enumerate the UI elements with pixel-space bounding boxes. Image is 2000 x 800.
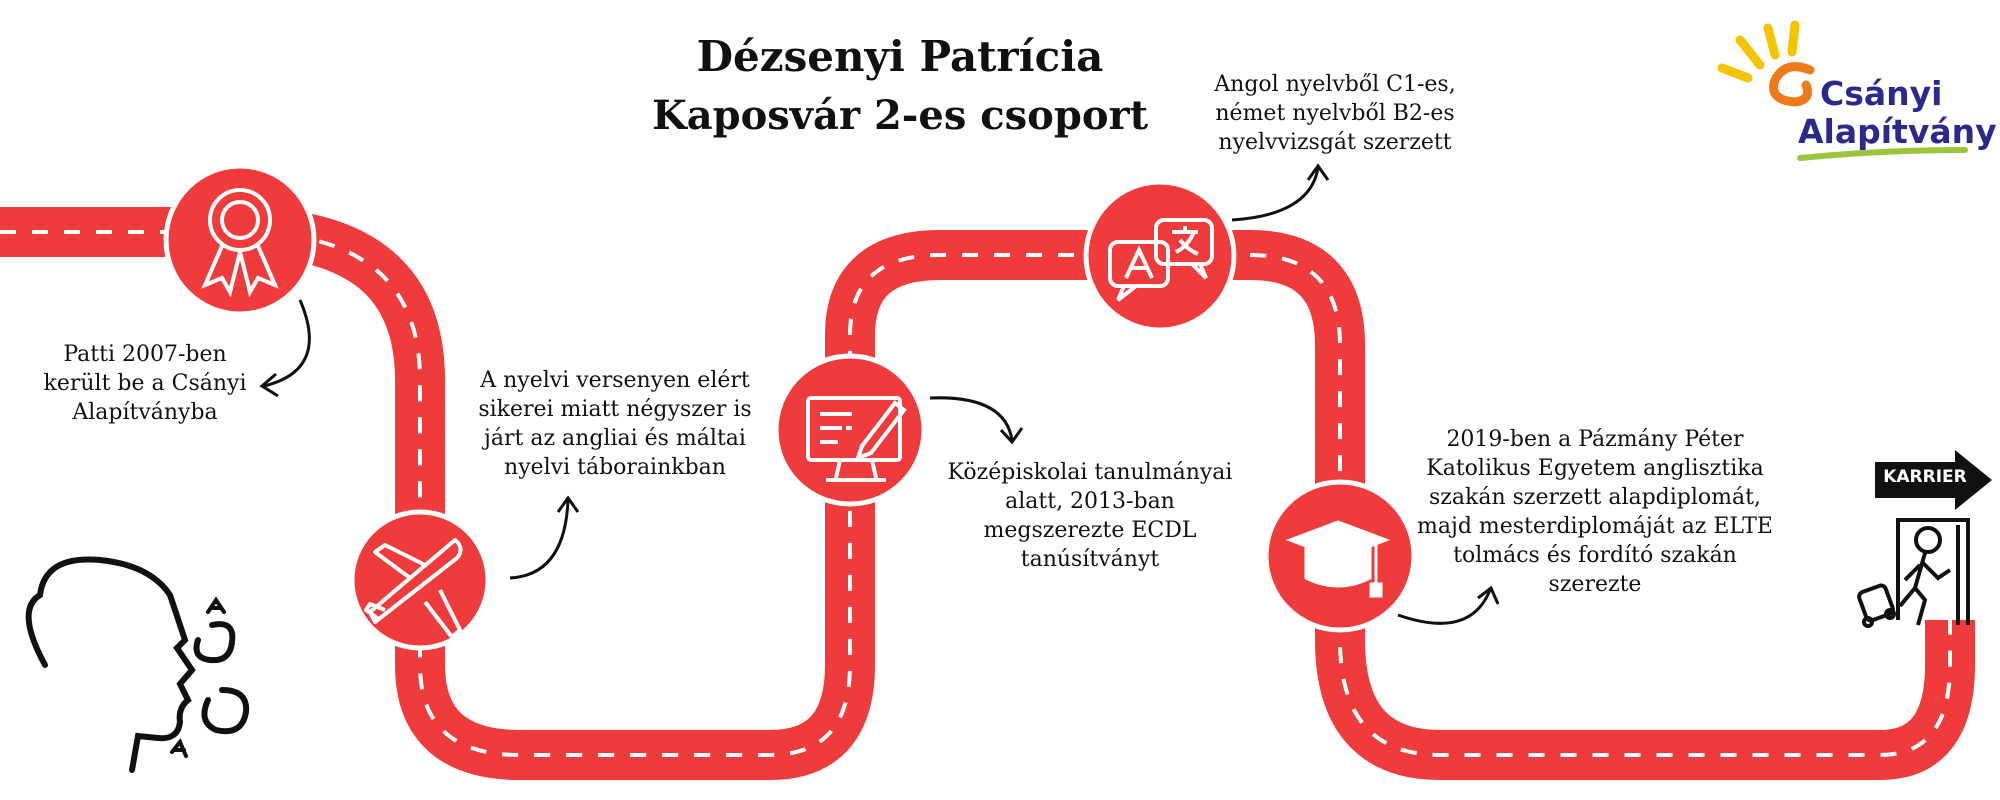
page-subtitle: Kaposvár 2-es csoport bbox=[651, 92, 1149, 139]
person-exit-door-icon bbox=[1858, 520, 1968, 626]
milestone-text-line: Középiskolai tanulmányai bbox=[947, 460, 1233, 485]
arrow-1 bbox=[264, 300, 309, 386]
milestone-text-line: Patti 2007-ben bbox=[63, 342, 227, 367]
milestone-text-line: német nyelvből B2-es bbox=[1215, 101, 1455, 126]
milestone-text-line: 2019-ben a Pázmány Péter bbox=[1446, 427, 1744, 452]
milestone-text-line: Angol nyelvből C1-es, bbox=[1214, 72, 1456, 97]
page-title: Dézsenyi Patrícia bbox=[696, 32, 1104, 81]
milestone-text-5 bbox=[1390, 425, 1800, 599]
milestone-text-1 bbox=[30, 340, 260, 427]
logo-text-line1: Csányi bbox=[1820, 74, 1943, 113]
milestone-text-line: szakán szerzett alapdiplomát, bbox=[1429, 485, 1761, 510]
milestone-text-2 bbox=[450, 366, 780, 482]
milestone-text-line: alatt, 2013-ban bbox=[1005, 489, 1175, 514]
milestone-text-line: megszerezte ECDL bbox=[983, 518, 1197, 543]
milestone-text-line: Katolikus Egyetem anglisztika bbox=[1426, 456, 1764, 481]
karrier-sign-label: KARRIER bbox=[1883, 467, 1967, 487]
milestone-text-line: nyelvvizsgát szerzett bbox=[1218, 130, 1452, 155]
milestone-text-line: járt az angliai és máltai bbox=[484, 426, 746, 451]
milestone-text-line: nyelvi táborainkban bbox=[504, 455, 726, 480]
logo-text-line2: Alapítvány bbox=[1798, 112, 1997, 151]
milestone-text-line: Alapítványba bbox=[72, 400, 218, 425]
milestone-text-line: tolmács és fordító szakán bbox=[1453, 543, 1737, 568]
milestone-circle-3 bbox=[776, 356, 924, 504]
milestone-circle-2 bbox=[352, 512, 488, 648]
milestone-text-3 bbox=[930, 458, 1250, 574]
milestone-circle-1 bbox=[166, 166, 314, 314]
milestone-text-4 bbox=[1185, 70, 1485, 157]
milestone-text-line: sikerei miatt négyszer is bbox=[478, 397, 752, 422]
milestone-text-line: szerezte bbox=[1548, 572, 1642, 597]
milestone-text-line: tanúsítványt bbox=[1020, 547, 1160, 572]
arrow-3 bbox=[930, 398, 1012, 440]
speaking-head-icon bbox=[29, 559, 247, 770]
milestone-text-line: majd mesterdiplomáját az ELTE bbox=[1417, 514, 1773, 539]
milestone-text-line: került be a Csányi bbox=[43, 371, 247, 396]
milestone-circle-4 bbox=[1086, 182, 1234, 330]
arrow-4 bbox=[1232, 168, 1318, 220]
milestone-text-line: A nyelvi versenyen elért bbox=[480, 368, 750, 393]
